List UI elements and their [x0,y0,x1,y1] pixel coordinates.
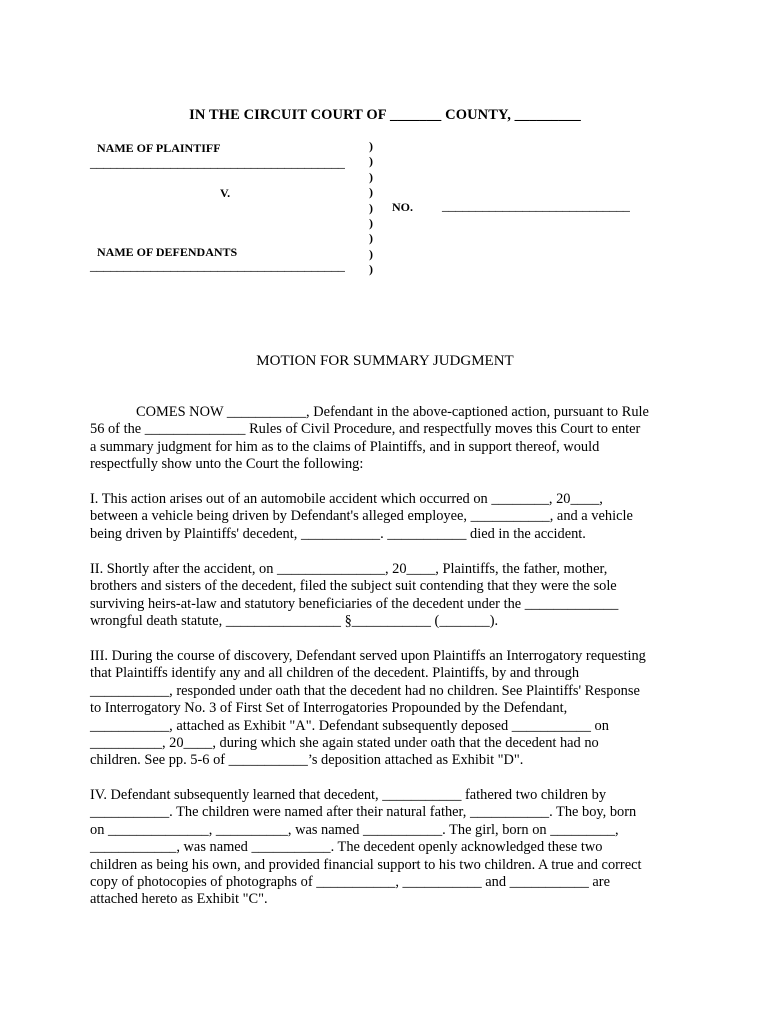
intro-paragraph [90,404,680,474]
paragraph-i [90,491,680,543]
caption-bracket-column [369,139,373,278]
caption-paren: ) [369,200,373,215]
paragraph-line: on ______________, __________, was named ___________. The girl, born on _________, [90,821,619,838]
paragraph-line: brothers and sisters of the decedent, filed the subject suit contending that they were the sole [90,578,617,595]
paragraph-line: ___________, attached as Exhibit "A". Defendant subsequently deposed ___________ on [90,717,609,734]
paragraph-line: II. Shortly after the accident, on _______________, 20____, Plaintiffs, the father, mother, [90,561,608,577]
paragraph-line: ___________, responded under oath that the decedent had no children. See Plaintiffs' Response [90,682,640,699]
caption-paren: ) [369,139,373,153]
paragraph-line: to Interrogatory No. 3 of First Set of Interrogatories Propounded by the Defendant, [90,700,568,717]
paragraph-line: 56 of the ______________ Rules of Civil Procedure, and respectfully moves this Court to enter [90,421,641,438]
paragraph-line: between a vehicle being driven by Defendant's alleged employee, ___________, and a vehicle [90,508,633,525]
paragraph-ii [90,561,680,631]
paragraph-iii [90,648,680,770]
caption-paren: ) [369,215,373,230]
paragraph-line: III. During the course of discovery, Defendant served upon Plaintiffs an Interrogatory requesting [90,648,646,664]
paragraph-iv [90,787,680,909]
case-number-label: NO. [392,200,413,214]
paragraph-line: ____________, was named ___________. The decedent openly acknowledged these two [90,839,603,856]
caption-paren: ) [369,185,373,200]
plaintiff-name-line: ______________________________________ [90,156,345,171]
caption-paren: ) [369,262,373,277]
plaintiff-label: NAME OF PLAINTIFF [97,141,221,155]
paragraph-line: respectfully show unto the Court the following: [90,456,364,473]
paragraph-line: IV. Defendant subsequently learned that decedent, ___________ fathered two children by [90,787,607,803]
defendants-label: NAME OF DEFENDANTS [97,245,238,259]
paragraph-line: attached hereto as Exhibit "C". [90,891,268,908]
caption-paren: ) [369,154,373,169]
paragraph-line: a summary judgment for him as to the claims of Plaintiffs, and in support thereof, would [90,438,600,455]
defendants-name-line: ______________________________________ [90,259,345,274]
caption-paren: ) [369,231,373,246]
paragraph-line: children as being his own, and provided financial support to his two children. A true and correct [90,856,642,873]
versus-label: V. [220,186,231,200]
paragraph-line: children. See pp. 5-6 of ___________’s deposition attached as Exhibit "D". [90,752,524,769]
paragraph-line: I. This action arises out of an automobile accident which occurred on ________, 20____, [90,491,603,507]
paragraph-line: surviving heirs-at-law and statutory beneficiaries of the decedent under the _____________ [90,595,619,612]
motion-title: MOTION FOR SUMMARY JUDGMENT [256,353,514,369]
paragraph-line: __________, 20____, during which she again stated under oath that the decedent had no [90,735,599,752]
caption-paren: ) [369,246,373,261]
paragraph-line: that Plaintiffs identify any and all children of the decedent. Plaintiffs, by and through [90,665,580,682]
caption-paren: ) [369,169,373,184]
court-title: IN THE CIRCUIT COURT OF _______ COUNTY, _________ [189,107,581,123]
case-number-line: ____________________________ [442,199,630,214]
paragraph-line: ___________. The children were named after their natural father, ___________. The boy, born [90,804,637,821]
paragraph-line: copy of photocopies of photographs of ___________, ___________ and ___________ are [90,874,610,891]
paragraph-line: wrongful death statute, ________________ §___________ (_______). [90,613,499,630]
paragraph-line: COMES NOW ___________, Defendant in the above-captioned action, pursuant to Rule [136,404,649,420]
paragraph-line: being driven by Plaintiffs' decedent, ___________. ___________ died in the accident. [90,525,586,542]
